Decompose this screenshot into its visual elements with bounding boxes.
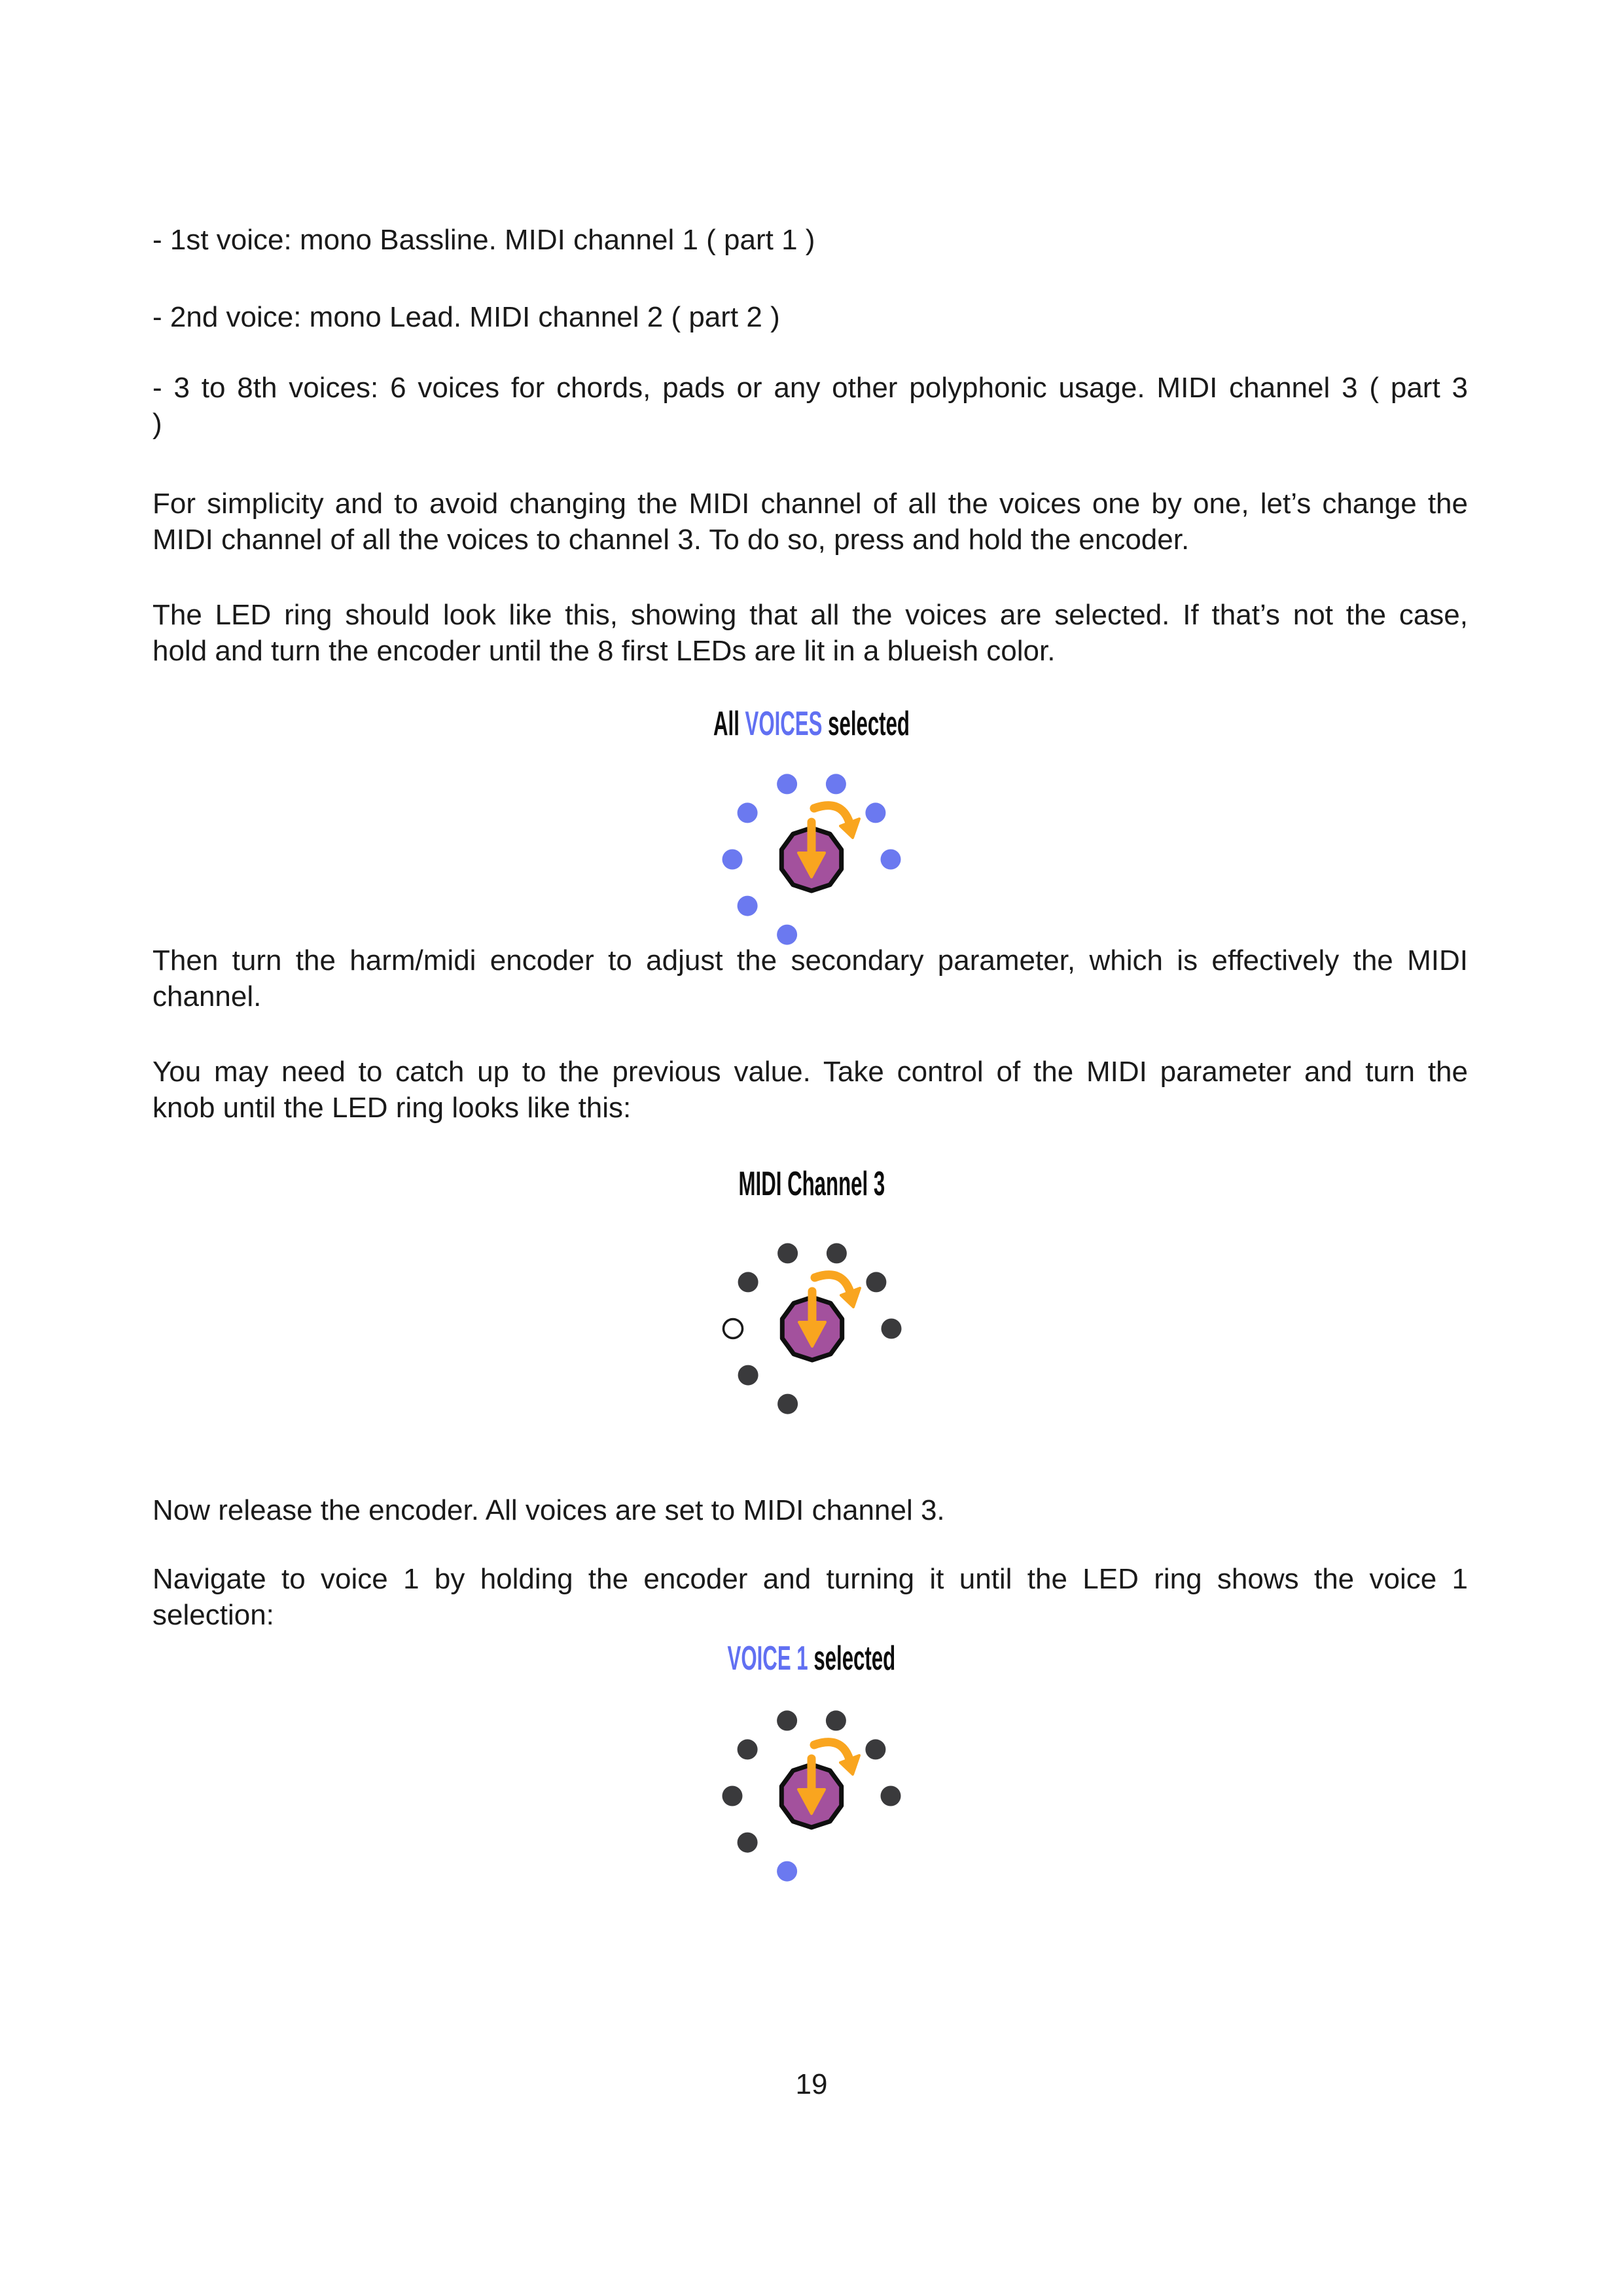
led-dark: [881, 1786, 901, 1806]
text-line: - 2nd voice: mono Lead. MIDI channel 2 ( part 2 ): [152, 301, 780, 333]
para-catch-up: [152, 1054, 1468, 1126]
led-dark: [738, 1739, 758, 1759]
para-then-turn: [152, 942, 1468, 1014]
bullet-voice-1: [152, 222, 1468, 258]
led-blue: [738, 896, 758, 916]
text-line: MIDI channel of all the voices to channel 3. To do so, press and hold the encoder.: [152, 524, 1190, 556]
para-led-ring: [152, 597, 1468, 669]
bullet-voices-3-8: [152, 370, 1468, 442]
led-dark: [866, 1272, 886, 1292]
led-dark: [882, 1319, 902, 1339]
led-dark: [827, 1243, 847, 1263]
led-dark: [722, 1786, 743, 1806]
text-line: The LED ring should look like this, showing that all the voices are selected. If that’s not the case,: [152, 599, 1468, 631]
led-dark: [738, 1272, 758, 1292]
title-text: All: [713, 705, 745, 743]
led-dark: [777, 1710, 797, 1731]
led-dark: [777, 1243, 798, 1263]
text-line: knob until the LED ring looks like this:: [152, 1092, 632, 1124]
text-line: hold and turn the encoder until the 8 first LEDs are lit in a blueish color.: [152, 635, 1056, 667]
text-line: You may need to catch up to the previous value. Take control of the MIDI parameter and turn the: [152, 1056, 1468, 1088]
led-ring: [668, 1185, 956, 1473]
led-blue: [738, 802, 758, 823]
led-blue: [722, 850, 743, 870]
led-blue: [777, 774, 797, 794]
led-blue: [865, 802, 885, 823]
para-release: [152, 1492, 1468, 1528]
text-line: - 3 to 8th voices: 6 voices for chords, pads or any other polyphonic usage. MIDI channel 3 ( part 3: [152, 372, 1468, 404]
led-blue: [881, 850, 901, 870]
led-dark: [865, 1739, 885, 1759]
text-line: - 1st voice: mono Bassline. MIDI channel 1 ( part 1 ): [152, 224, 815, 256]
led-dark: [738, 1833, 758, 1853]
title-highlight: VOICE 1: [727, 1640, 808, 1677]
led-ring: [668, 1652, 955, 1940]
text-line: Navigate to voice 1 by holding the encoder and turning it until the LED ring shows the voice 1: [152, 1563, 1468, 1595]
text-line: Now release the encoder. All voices are set to MIDI channel 3.: [152, 1494, 945, 1526]
text-line: selection:: [152, 1599, 274, 1631]
led-blue: [777, 1861, 797, 1882]
led-ring-diagram-voice-1: [668, 1652, 955, 1940]
led-off: [724, 1319, 743, 1338]
title-text: selected: [822, 705, 910, 743]
para-simplicity: [152, 486, 1468, 558]
text-line: Then turn the harm/midi encoder to adjust the secondary parameter, which is effectively the MIDI: [152, 944, 1468, 977]
title-text: MIDI Channel 3: [738, 1165, 885, 1203]
page-number: 19: [795, 2068, 828, 2100]
bullet-voice-2: [152, 299, 1468, 335]
led-ring-diagram-midi-channel-3: [668, 1185, 956, 1473]
title-text: selected: [808, 1640, 896, 1677]
para-navigate: [152, 1561, 1468, 1633]
led-blue: [777, 925, 797, 945]
text-line: ): [152, 408, 162, 440]
text-line: For simplicity and to avoid changing the MIDI channel of all the voices one by one, let’s change the: [152, 488, 1468, 520]
led-dark: [777, 1394, 798, 1414]
title-highlight: VOICES: [745, 705, 823, 743]
led-blue: [826, 774, 846, 794]
led-dark: [826, 1710, 846, 1731]
led-dark: [738, 1365, 758, 1386]
text-line: channel.: [152, 980, 262, 1013]
